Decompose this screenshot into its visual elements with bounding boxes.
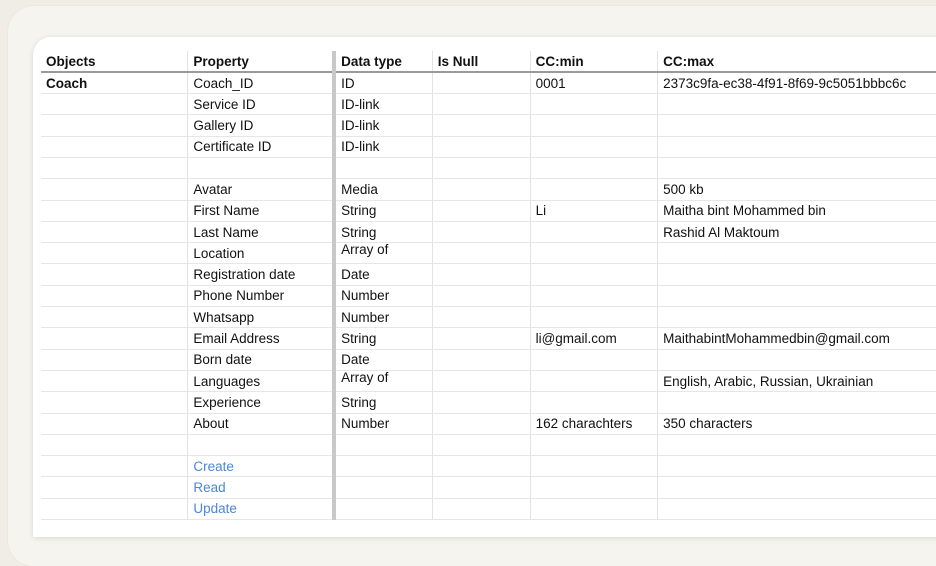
object-cell[interactable] [41, 498, 188, 519]
is-null-cell[interactable] [432, 477, 530, 498]
object-cell[interactable] [41, 136, 188, 157]
object-cell[interactable] [41, 221, 188, 242]
object-cell[interactable] [41, 243, 188, 264]
property-cell[interactable]: Whatsapp [188, 307, 334, 328]
object-cell[interactable] [41, 285, 188, 306]
is-null-cell[interactable] [432, 307, 530, 328]
type-cell[interactable]: Number [334, 307, 432, 328]
is-null-cell[interactable] [432, 285, 530, 306]
is-null-cell[interactable] [432, 179, 530, 200]
header-cc-max[interactable]: CC:max [658, 51, 936, 72]
type-cell[interactable]: ID-link [334, 136, 432, 157]
is-null-cell[interactable] [432, 328, 530, 349]
property-cell[interactable]: Phone Number [188, 285, 334, 306]
create-link[interactable]: Create [188, 456, 334, 477]
cc-max-cell[interactable] [658, 115, 936, 136]
type-cell[interactable]: Media [334, 179, 432, 200]
header-is-null[interactable]: Is Null [432, 51, 530, 72]
header-property[interactable]: Property [188, 51, 334, 72]
cc-min-cell[interactable] [530, 370, 658, 391]
property-cell[interactable]: First Name [188, 200, 334, 221]
cc-max-cell[interactable] [658, 136, 936, 157]
is-null-cell[interactable] [432, 456, 530, 477]
cc-max-cell[interactable] [658, 264, 936, 285]
cc-max-cell[interactable]: Rashid Al Maktoum [658, 221, 936, 242]
cc-min-cell[interactable] [530, 307, 658, 328]
table-row [41, 392, 936, 413]
property-cell[interactable]: Email Address [188, 328, 334, 349]
property-cell[interactable]: Registration date [188, 264, 334, 285]
is-null-cell[interactable] [432, 434, 530, 455]
is-null-cell[interactable] [432, 392, 530, 413]
header-cc-min[interactable]: CC:min [530, 51, 658, 72]
cc-max-cell[interactable]: Maitha bint Mohammed bin [658, 200, 936, 221]
object-cell[interactable] [41, 307, 188, 328]
property-cell[interactable]: Coach_ID [188, 72, 334, 93]
cc-max-cell[interactable] [658, 157, 936, 178]
type-cell-text: Array of [341, 242, 389, 257]
cc-min-cell[interactable]: 0001 [530, 72, 658, 93]
cc-max-cell[interactable] [658, 392, 936, 413]
type-cell[interactable]: ID-link [334, 115, 432, 136]
is-null-cell[interactable] [432, 200, 530, 221]
is-null-cell[interactable] [432, 221, 530, 242]
object-cell[interactable] [41, 94, 188, 115]
table-row [41, 456, 936, 477]
cc-min-cell[interactable] [530, 477, 658, 498]
object-cell[interactable] [41, 434, 188, 455]
object-name-cell[interactable]: Coach [41, 72, 188, 93]
is-null-cell[interactable] [432, 370, 530, 391]
object-cell[interactable] [41, 179, 188, 200]
table-row [41, 328, 936, 349]
header-row [41, 51, 936, 72]
cc-min-cell[interactable] [530, 392, 658, 413]
cc-max-cell[interactable]: 2373c9fa-ec38-4f91-8f69-9c5051bbbc6c [658, 72, 936, 93]
cc-max-cell[interactable]: MaithabintMohammedbin@gmail.com [658, 328, 936, 349]
cc-min-cell[interactable]: Li [530, 200, 658, 221]
read-link[interactable]: Read [188, 477, 334, 498]
property-cell[interactable]: Languages [188, 370, 334, 391]
object-cell[interactable] [41, 157, 188, 178]
is-null-cell[interactable] [432, 264, 530, 285]
object-cell[interactable] [41, 413, 188, 434]
cc-min-cell[interactable] [530, 264, 658, 285]
table-row [41, 94, 936, 115]
is-null-cell[interactable] [432, 349, 530, 370]
property-cell[interactable]: Experience [188, 392, 334, 413]
property-cell[interactable]: Certificate ID [188, 136, 334, 157]
type-cell[interactable]: Number [334, 285, 432, 306]
object-cell[interactable] [41, 200, 188, 221]
property-cell[interactable] [188, 434, 334, 455]
table-row [41, 370, 936, 391]
object-cell[interactable] [41, 456, 188, 477]
data-dictionary-table [41, 51, 936, 520]
property-cell[interactable] [188, 157, 334, 178]
property-cell[interactable]: Location [188, 243, 334, 264]
cc-max-cell[interactable] [658, 349, 936, 370]
object-cell[interactable] [41, 115, 188, 136]
is-null-cell[interactable] [432, 157, 530, 178]
type-cell[interactable]: ID-link [334, 94, 432, 115]
cc-max-cell[interactable] [658, 498, 936, 519]
cc-min-cell[interactable] [530, 498, 658, 519]
cc-min-cell[interactable] [530, 434, 658, 455]
table-row [41, 221, 936, 242]
type-cell[interactable] [334, 456, 432, 477]
cc-max-cell[interactable] [658, 94, 936, 115]
table-row [41, 72, 936, 93]
type-cell[interactable] [334, 243, 432, 264]
table-row [41, 434, 936, 455]
table-row [41, 200, 936, 221]
property-cell[interactable]: Service ID [188, 94, 334, 115]
cc-max-cell[interactable] [658, 285, 936, 306]
object-cell[interactable] [41, 392, 188, 413]
cc-min-cell[interactable] [530, 115, 658, 136]
table-row [41, 477, 936, 498]
type-cell[interactable]: Number [334, 413, 432, 434]
type-cell[interactable] [334, 157, 432, 178]
object-cell[interactable] [41, 264, 188, 285]
cc-min-cell[interactable] [530, 136, 658, 157]
type-cell[interactable] [334, 498, 432, 519]
type-cell[interactable] [334, 477, 432, 498]
table-row [41, 285, 936, 306]
cc-max-cell[interactable] [658, 477, 936, 498]
cc-max-cell[interactable]: 500 kb [658, 179, 936, 200]
table-row [41, 349, 936, 370]
type-cell[interactable]: String [334, 328, 432, 349]
cc-min-cell[interactable] [530, 243, 658, 264]
type-cell[interactable]: String [334, 200, 432, 221]
property-cell[interactable]: About [188, 413, 334, 434]
object-cell[interactable] [41, 370, 188, 391]
table-row [41, 264, 936, 285]
cc-min-cell[interactable] [530, 157, 658, 178]
cc-min-cell[interactable] [530, 456, 658, 477]
type-cell[interactable]: String [334, 392, 432, 413]
object-cell[interactable] [41, 477, 188, 498]
type-cell[interactable]: Date [334, 264, 432, 285]
cc-max-cell[interactable] [658, 307, 936, 328]
is-null-cell[interactable] [432, 72, 530, 93]
object-cell[interactable] [41, 328, 188, 349]
cc-max-cell[interactable] [658, 456, 936, 477]
table-row [41, 115, 936, 136]
table-row [41, 243, 936, 264]
type-cell-text: Array of [341, 370, 389, 385]
update-link[interactable]: Update [188, 498, 334, 519]
header-objects[interactable]: Objects [41, 51, 188, 72]
cc-min-cell[interactable] [530, 221, 658, 242]
table-row [41, 136, 936, 157]
header-data-type[interactable]: Data type [334, 51, 432, 72]
table-row [41, 157, 936, 178]
property-cell[interactable]: Gallery ID [188, 115, 334, 136]
is-null-cell[interactable] [432, 413, 530, 434]
type-cell[interactable] [334, 370, 432, 391]
is-null-cell[interactable] [432, 136, 530, 157]
cc-max-cell[interactable] [658, 434, 936, 455]
cc-min-cell[interactable]: li@gmail.com [530, 328, 658, 349]
property-cell[interactable]: Born date [188, 349, 334, 370]
cc-min-cell[interactable] [530, 285, 658, 306]
property-cell[interactable]: Avatar [188, 179, 334, 200]
cc-max-cell[interactable]: 350 characters [658, 413, 936, 434]
property-cell[interactable]: Last Name [188, 221, 334, 242]
type-cell[interactable]: Date [334, 349, 432, 370]
is-null-cell[interactable] [432, 115, 530, 136]
table-row [41, 307, 936, 328]
cc-min-cell[interactable] [530, 94, 658, 115]
table-row [41, 413, 936, 434]
spreadsheet-panel [33, 37, 936, 537]
type-cell[interactable]: String [334, 221, 432, 242]
object-cell[interactable] [41, 349, 188, 370]
is-null-cell[interactable] [432, 243, 530, 264]
cc-min-cell[interactable] [530, 179, 658, 200]
type-cell[interactable] [334, 434, 432, 455]
cc-min-cell[interactable] [530, 349, 658, 370]
type-cell[interactable]: ID [334, 72, 432, 93]
cc-min-cell[interactable]: 162 charachters [530, 413, 658, 434]
table-row [41, 179, 936, 200]
table-row [41, 498, 936, 519]
is-null-cell[interactable] [432, 94, 530, 115]
cc-max-cell[interactable]: English, Arabic, Russian, Ukrainian [658, 370, 936, 391]
is-null-cell[interactable] [432, 498, 530, 519]
cc-max-cell[interactable] [658, 243, 936, 264]
